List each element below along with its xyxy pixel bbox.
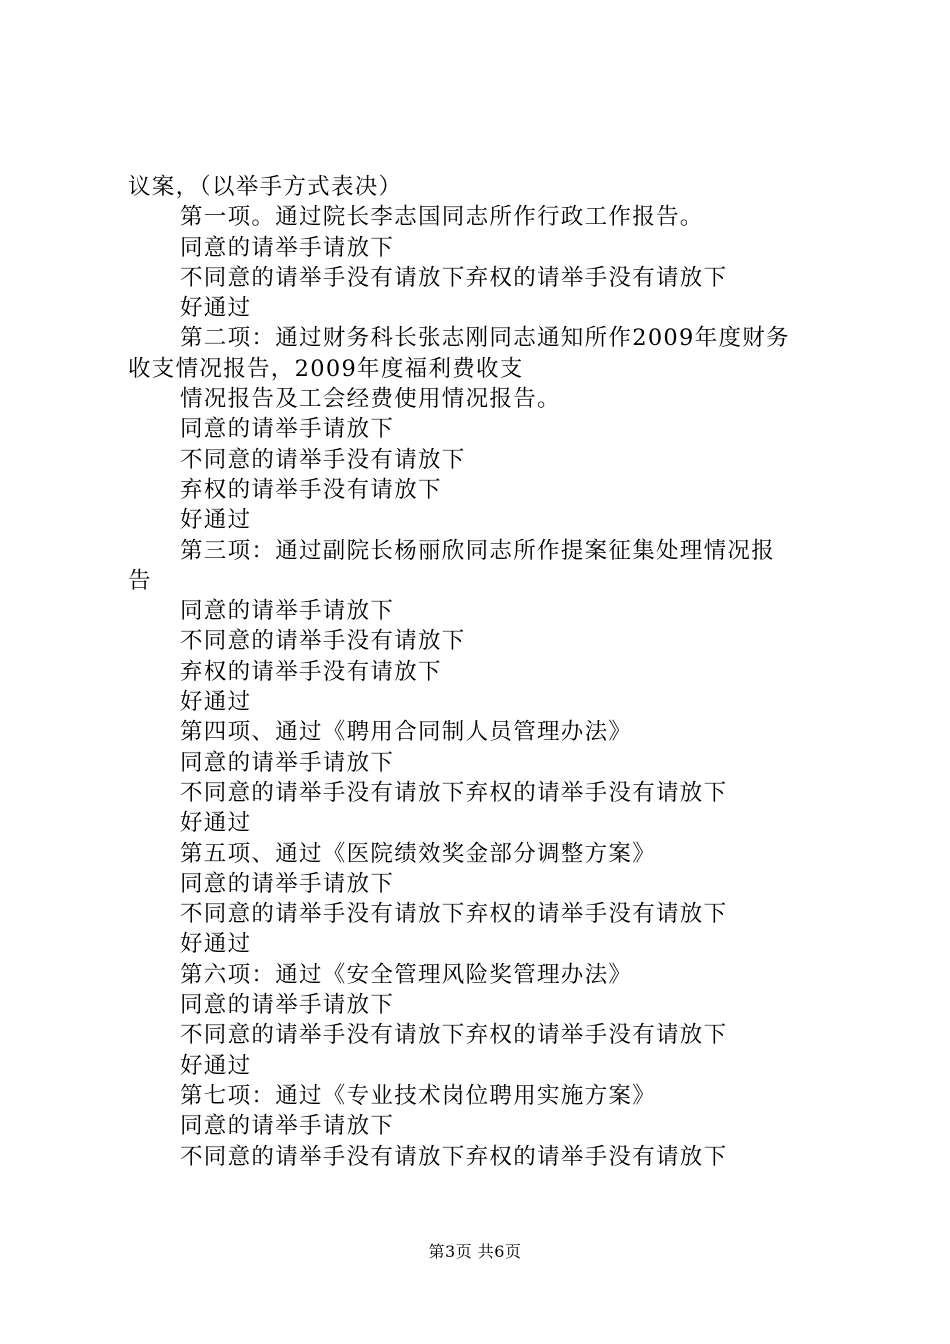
text-line: 好通过 (180, 931, 252, 958)
text-line: 不同意的请举手没有请放下 (180, 628, 466, 655)
text-line: 情况报告及工会经费使用情况报告。 (180, 386, 561, 413)
text-line: 弃权的请举手没有请放下 (180, 658, 442, 685)
text-line: 不同意的请举手没有请放下 (180, 446, 466, 473)
text-line: 收支情况报告，2009年度福利费收支 (128, 355, 524, 382)
text-line: 好通过 (180, 295, 252, 322)
text-line: 同意的请举手请放下 (180, 870, 395, 897)
text-line: 第四项、通过《聘用合同制人员管理办法》 (180, 719, 633, 746)
text-line: 第六项：通过《安全管理风险奖管理办法》 (180, 961, 633, 988)
text-line: 好通过 (180, 507, 252, 534)
text-line: 同意的请举手请放下 (180, 598, 395, 625)
text-line: 不同意的请举手没有请放下弃权的请举手没有请放下 (180, 1022, 728, 1049)
text-line: 同意的请举手请放下 (180, 992, 395, 1019)
text-line: 同意的请举手请放下 (180, 749, 395, 776)
text-line: 第三项：通过副院长杨丽欣同志所作提案征集处理情况报 (180, 537, 776, 564)
text-line: 同意的请举手请放下 (180, 1113, 395, 1140)
text-line: 第七项：通过《专业技术岗位聘用实施方案》 (180, 1082, 657, 1109)
document-body (128, 172, 833, 1172)
text-line: 第一项。通过院长李志国同志所作行政工作报告。 (180, 204, 704, 231)
text-line: 同意的请举手请放下 (180, 234, 395, 261)
text-line: 第二项：通过财务科长张志刚同志通知所作2009年度财务 (180, 325, 790, 352)
text-line: 告 (128, 567, 152, 594)
page-footer: 第3页 共6页 (428, 1242, 522, 1261)
text-line: 不同意的请举手没有请放下弃权的请举手没有请放下 (180, 901, 728, 928)
text-line: 不同意的请举手没有请放下弃权的请举手没有请放下 (180, 1143, 728, 1170)
text-line: 不同意的请举手没有请放下弃权的请举手没有请放下 (180, 779, 728, 806)
text-line: 好通过 (180, 810, 252, 837)
text-line: 弃权的请举手没有请放下 (180, 476, 442, 503)
text-line: 第五项、通过《医院绩效奖金部分调整方案》 (180, 840, 657, 867)
text-line: 议案，（以举手方式表决） (128, 174, 403, 200)
text-line: 好通过 (180, 689, 252, 716)
text-line: 好通过 (180, 1052, 252, 1079)
text-line: 同意的请举手请放下 (180, 416, 395, 443)
text-line: 不同意的请举手没有请放下弃权的请举手没有请放下 (180, 264, 728, 291)
